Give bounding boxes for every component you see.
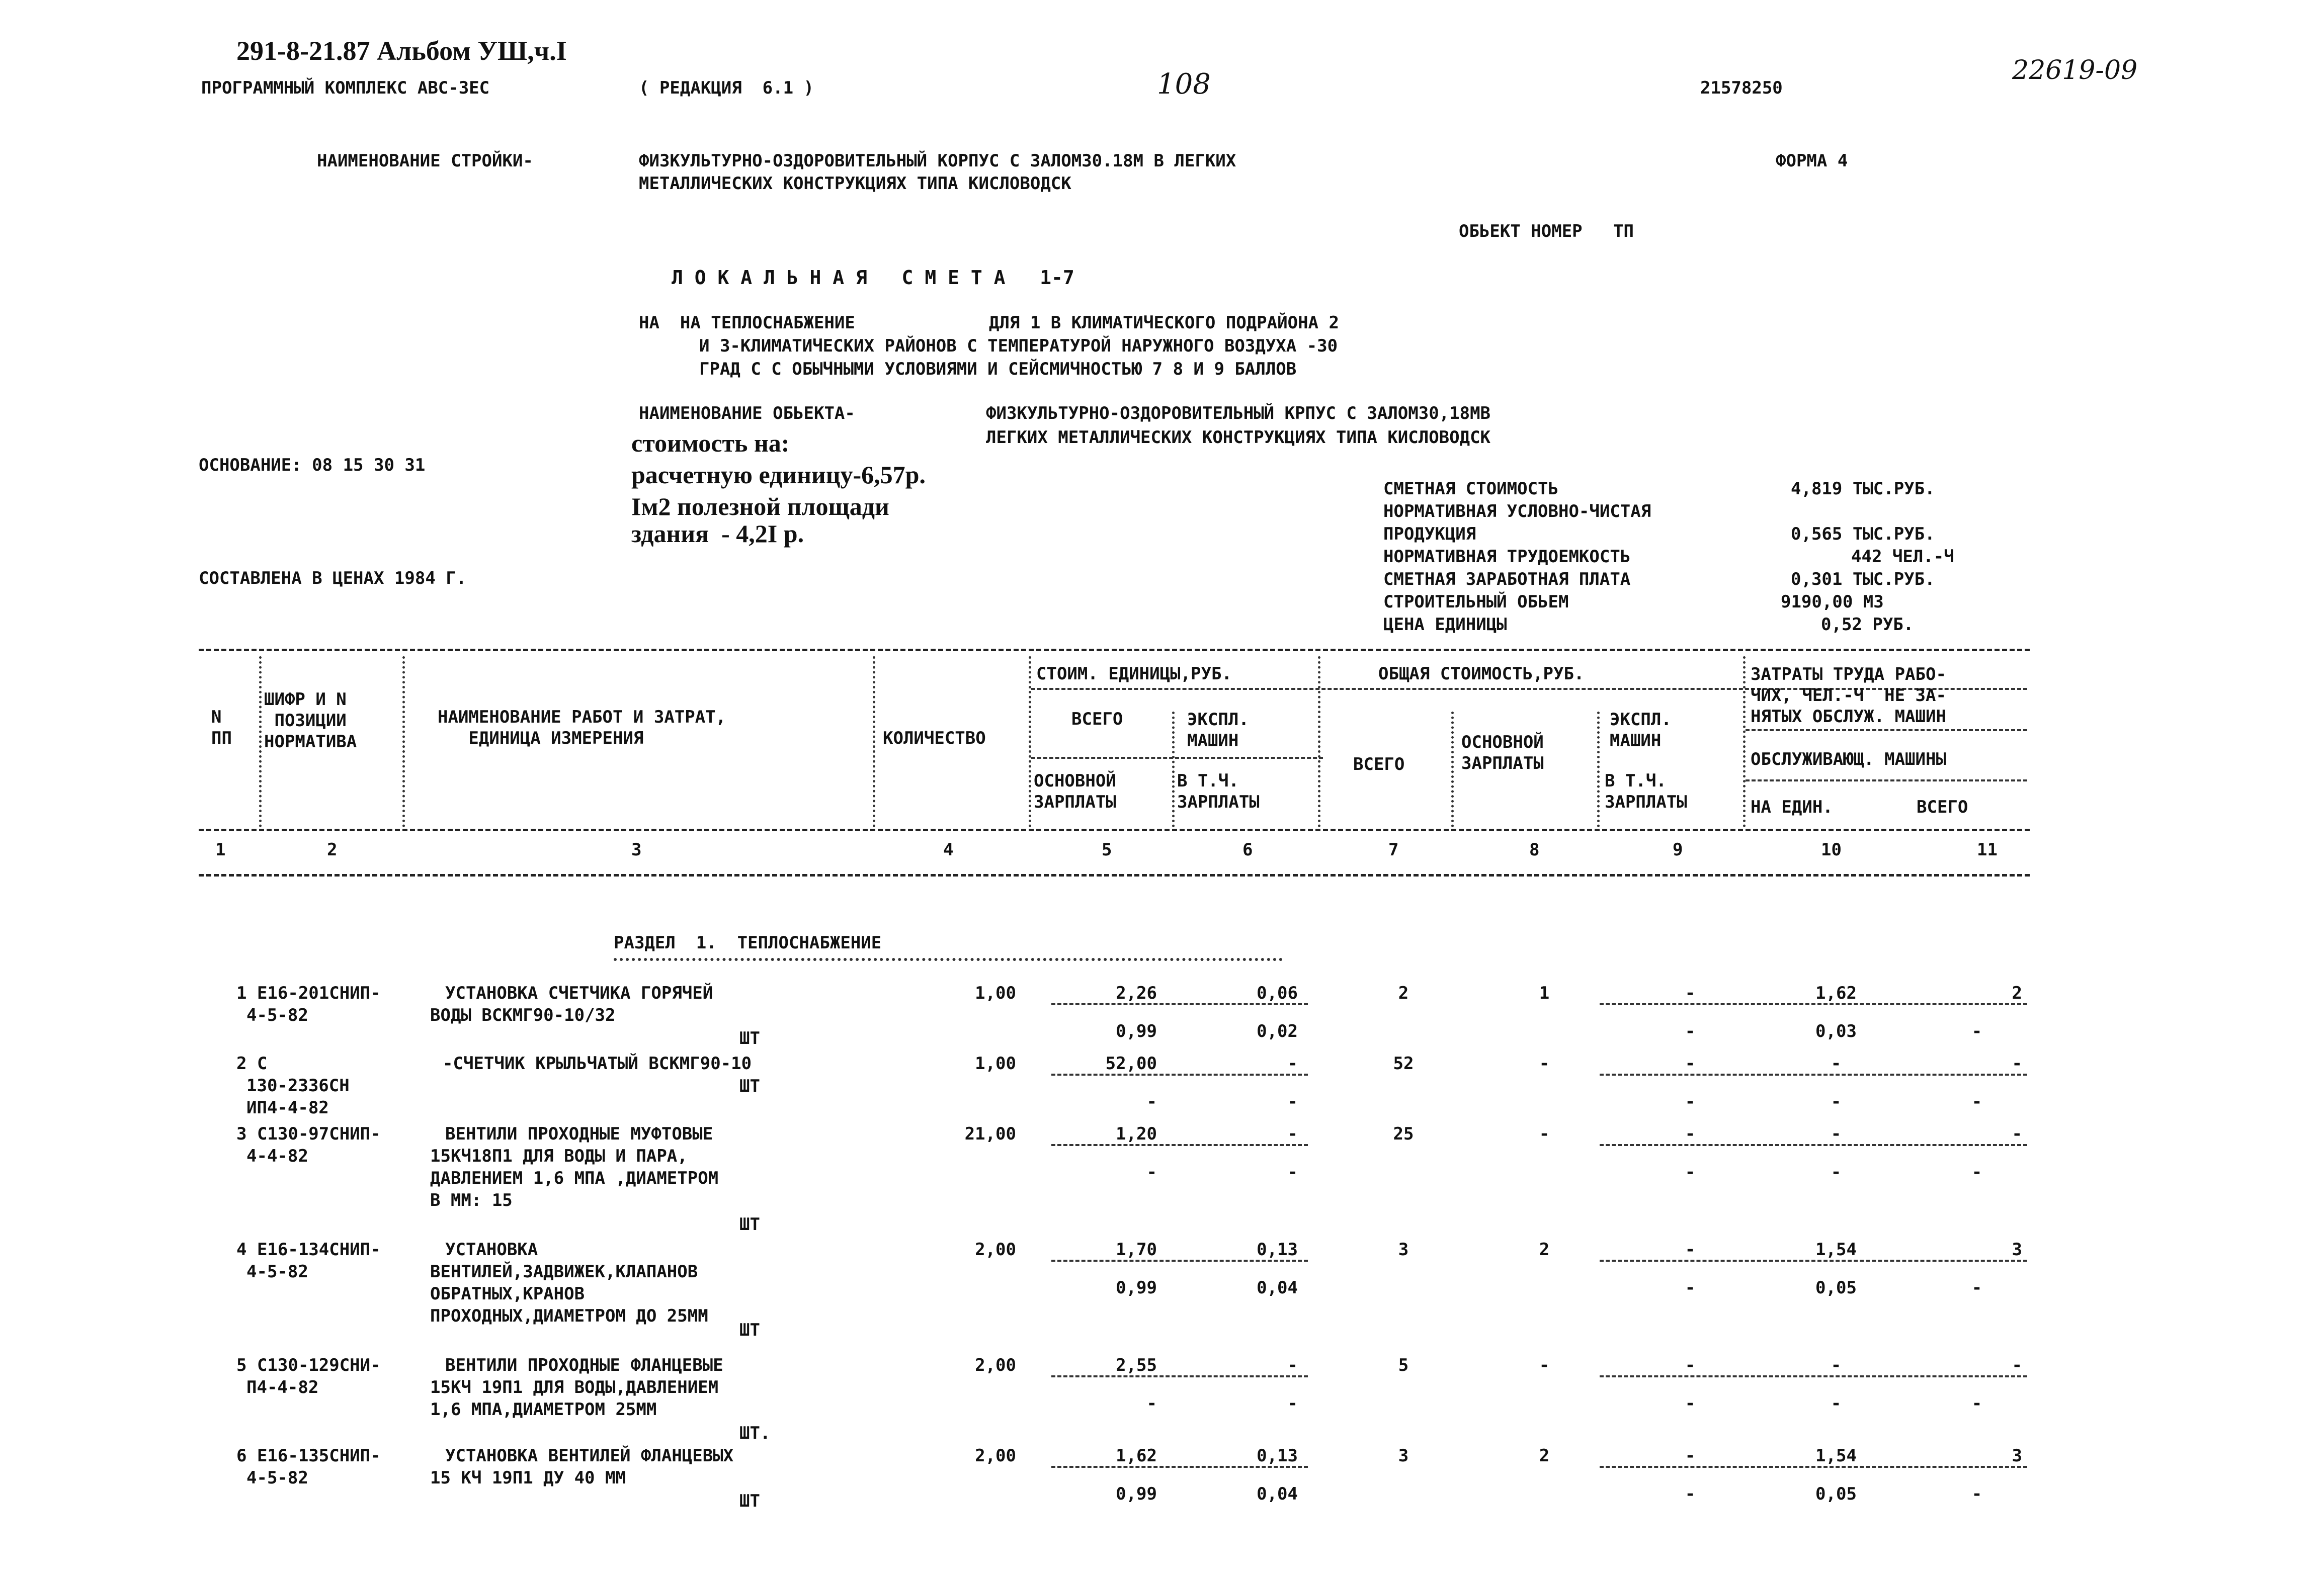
row-unit-machine-wage: - <box>1287 1393 1298 1414</box>
column-separator <box>402 656 405 827</box>
summary-value: 0,301 ТЫС.РУБ. <box>1791 569 1935 589</box>
row-labor-unit: - <box>1831 1054 1842 1074</box>
row-quantity: 1,00 <box>975 1054 1016 1074</box>
row-unit-machines: 0,06 <box>1257 983 1298 1003</box>
row-unit-total: 2,55 <box>1116 1355 1157 1375</box>
row-name-line: УСТАНОВКА СЧЕТЧИКА ГОРЯЧЕЙ <box>445 983 713 1003</box>
row-labor-total-machines: - <box>1971 1021 1982 1041</box>
row-unit-machines: - <box>1287 1124 1298 1144</box>
header-total-all: ВСЕГО <box>1353 754 1405 774</box>
summary-label: НОРМАТИВНАЯ УСЛОВНО-ЧИСТАЯ <box>1383 501 1651 521</box>
row-labor-total: - <box>2012 1124 2022 1144</box>
row-name-line: В ММ: 15 <box>430 1190 513 1210</box>
form-number: ФОРМА 4 <box>1776 151 1848 171</box>
row-unit-wage: 0,99 <box>1116 1021 1157 1041</box>
column-number: 7 <box>1388 840 1399 860</box>
header-sub-rule <box>1746 729 2027 731</box>
estimate-for-line2: И 3-КЛИМАТИЧЕСКИХ РАЙОНОВ С ТЕМПЕРАТУРОЙ НАРУЖНОГО ВОЗДУХА -30 <box>699 336 1338 356</box>
row-sub-rule <box>1051 1375 1308 1377</box>
summary-label: НОРМАТИВНАЯ ТРУДОЕМКОСТЬ <box>1383 547 1631 567</box>
header-labor-total: ВСЕГО <box>1917 797 1968 817</box>
summary-value: 442 ЧЕЛ.-Ч <box>1851 547 1954 567</box>
row-name-line: УСТАНОВКА ВЕНТИЛЕЙ ФЛАНЦЕВЫХ <box>445 1446 734 1466</box>
header-sub-rule <box>1031 757 1323 759</box>
row-total-machines: - <box>1685 1054 1696 1074</box>
row-code: ИП4-4-82 <box>246 1098 329 1118</box>
column-separator <box>1451 712 1454 827</box>
row-unit-total: 1,70 <box>1116 1240 1157 1260</box>
row-unit-machine-wage: - <box>1287 1162 1298 1182</box>
estimate-for-line3: ГРАД С С ОБЫЧНЫМИ УСЛОВИЯМИ И СЕЙСМИЧНОСТЬЮ 7 8 И 9 БАЛЛОВ <box>699 359 1297 379</box>
object-name-line1: ФИЗКУЛЬТУРНО-ОЗДОРОВИТЕЛЬНЫЙ КРПУС С ЗАЛОМ30,18МВ <box>986 403 1491 423</box>
row-total-machine-wage: - <box>1685 1021 1696 1041</box>
header-col-code: ШИФР И N ПОЗИЦИИ НОРМАТИВА <box>264 689 357 752</box>
row-unit-machines: 0,13 <box>1257 1446 1298 1466</box>
header-total-incl-wage: В Т.Ч. ЗАРПЛАТЫ <box>1605 771 1687 812</box>
row-total-machine-wage: - <box>1685 1278 1696 1298</box>
construction-label: НАИМЕНОВАНИЕ СТРОЙКИ- <box>317 151 533 171</box>
row-total-machine-wage: - <box>1685 1162 1696 1182</box>
row-unit-total: 1,62 <box>1116 1446 1157 1466</box>
header-col-quantity: КОЛИЧЕСТВО <box>883 728 986 748</box>
row-labor-unit-machines: 0,05 <box>1815 1278 1857 1298</box>
row-unit-total: 2,26 <box>1116 983 1157 1003</box>
header-col-name: НАИМЕНОВАНИЕ РАБОТ И ЗАТРАТ, ЕДИНИЦА ИЗМЕРЕНИЯ <box>438 707 726 748</box>
row-total-machine-wage: - <box>1685 1484 1696 1504</box>
summary-value: 0,565 ТЫС.РУБ. <box>1791 524 1935 544</box>
row-unit-machine-wage: 0,04 <box>1257 1278 1298 1298</box>
header-unit-wage: ОСНОВНОЙ ЗАРПЛАТЫ <box>1034 771 1116 812</box>
row-total-wage: - <box>1539 1124 1550 1144</box>
row-name-line: 15КЧ18П1 ДЛЯ ВОДЫ И ПАРА, <box>430 1146 688 1166</box>
row-labor-unit-machines: - <box>1831 1092 1842 1112</box>
row-labor-total: 2 <box>2012 983 2022 1003</box>
column-number: 5 <box>1102 840 1112 860</box>
row-unit-wage: 0,99 <box>1116 1484 1157 1504</box>
document-code: 21578250 <box>1700 78 1783 98</box>
row-quantity: 2,00 <box>975 1446 1016 1466</box>
row-total-machines: - <box>1685 983 1696 1003</box>
row-labor-unit: - <box>1831 1124 1842 1144</box>
row-name-line: ОБРАТНЫХ,КРАНОВ <box>430 1284 585 1304</box>
typed-cost-line2: расчетную единицу-6,57р. <box>631 461 926 489</box>
row-total-machines: - <box>1685 1240 1696 1260</box>
row-total: 5 <box>1398 1355 1409 1375</box>
program-name: ПРОГРАММНЫЙ КОМПЛЕКС АВС-3ЕС <box>201 78 490 98</box>
row-labor-unit-machines: - <box>1831 1162 1842 1182</box>
handwritten-reference: 22619-09 <box>2012 55 2138 85</box>
object-name-line2: ЛЕГКИХ МЕТАЛЛИЧЕСКИХ КОНСТРУКЦИЯХ ТИПА КИСЛОВОДСК <box>986 427 1491 448</box>
typed-cost-line4: здания - 4,2I р. <box>631 519 804 548</box>
estimate-for-line1: НА НА ТЕПЛОСНАБЖЕНИЕ ДЛЯ 1 В КЛИМАТИЧЕСКОГО ПОДРАЙОНА 2 <box>639 313 1339 333</box>
summary-label: СТРОИТЕЛЬНЫЙ ОБЬЕМ <box>1383 592 1569 612</box>
price-base: СОСТАВЛЕНА В ЦЕНАХ 1984 Г. <box>199 568 467 588</box>
column-separator <box>259 656 262 827</box>
column-number: 9 <box>1673 840 1683 860</box>
row-name-line: ВОДЫ ВСКМГ90-10/32 <box>430 1005 616 1025</box>
column-number: 3 <box>631 840 642 860</box>
construction-name-line2: МЕТАЛЛИЧЕСКИХ КОНСТРУКЦИЯХ ТИПА КИСЛОВОДСК <box>639 173 1071 194</box>
header-unit-total: ВСЕГО <box>1071 709 1123 729</box>
row-code: 130-2336СН <box>246 1076 350 1096</box>
row-name-line: 1,6 МПА,ДИАМЕТРОМ 25ММ <box>430 1399 657 1420</box>
row-total-machines: - <box>1685 1446 1696 1466</box>
row-total-wage: 2 <box>1539 1446 1550 1466</box>
construction-name-line1: ФИЗКУЛЬТУРНО-ОЗДОРОВИТЕЛЬНЫЙ КОРПУС С ЗАЛОМ30.18М В ЛЕГКИХ <box>639 151 1236 171</box>
column-number: 1 <box>215 840 226 860</box>
header-total-cost-group: ОБЩАЯ СТОИМОСТЬ,РУБ. <box>1378 664 1585 684</box>
row-unit-machines: - <box>1287 1054 1298 1074</box>
edition: ( РЕДАКЦИЯ 6.1 ) <box>639 78 814 98</box>
row-unit-machine-wage: - <box>1287 1092 1298 1112</box>
row-unit-machines: 0,13 <box>1257 1240 1298 1260</box>
row-labor-total: - <box>2012 1054 2022 1074</box>
basis: ОСНОВАНИЕ: 08 15 30 31 <box>199 455 426 475</box>
row-code: 4-5-82 <box>246 1005 308 1025</box>
row-total-machine-wage: - <box>1685 1092 1696 1112</box>
header-unit-incl-wage: В Т.Ч. ЗАРПЛАТЫ <box>1177 771 1260 812</box>
row-total-wage: 2 <box>1539 1240 1550 1260</box>
row-unit-wage: - <box>1146 1162 1157 1182</box>
album-reference: 291-8-21.87 Альбом УШ,ч.I <box>236 36 567 66</box>
row-name-line: 15 КЧ 19П1 ДУ 40 ММ <box>430 1468 626 1488</box>
row-code: 2 С <box>236 1054 268 1074</box>
row-unit-wage: - <box>1146 1092 1157 1112</box>
column-number: 8 <box>1529 840 1540 860</box>
typed-cost-line3: Iм2 полезной площади <box>631 492 889 520</box>
object-label: НАИМЕНОВАНИЕ ОБЬЕКТА- <box>639 403 855 423</box>
row-unit: ШТ <box>739 1076 760 1096</box>
row-name-line: ВЕНТИЛИ ПРОХОДНЫЕ ФЛАНЦЕВЫЕ <box>445 1355 723 1375</box>
column-number: 10 <box>1821 840 1842 860</box>
row-name-line: ВЕНТИЛЕЙ,ЗАДВИЖЕК,КЛАПАНОВ <box>430 1262 698 1282</box>
row-name-line: УСТАНОВКА <box>445 1240 538 1260</box>
row-labor-unit-machines: 0,05 <box>1815 1484 1857 1504</box>
column-separator <box>1172 712 1175 827</box>
typed-cost-line1: стоимость на: <box>631 429 790 457</box>
row-sub-rule <box>1600 1144 2027 1146</box>
row-labor-total: 3 <box>2012 1240 2022 1260</box>
row-total: 3 <box>1398 1446 1409 1466</box>
column-number: 4 <box>943 840 954 860</box>
row-labor-total-machines: - <box>1971 1162 1982 1182</box>
row-name-line: ПРОХОДНЫХ,ДИАМЕТРОМ ДО 25ММ <box>430 1306 708 1326</box>
header-labor-unit: НА ЕДИН. <box>1751 797 1833 817</box>
row-unit: ШТ <box>739 1320 760 1340</box>
row-unit: ШТ <box>739 1028 760 1048</box>
summary-value: 0,52 РУБ. <box>1821 615 1914 635</box>
header-unit-machines: ЭКСПЛ. МАШИН <box>1187 710 1249 751</box>
row-labor-unit: 1,62 <box>1815 983 1857 1003</box>
page-number: 108 <box>1157 68 1211 101</box>
column-separator <box>1743 656 1746 827</box>
row-labor-total-machines: - <box>1971 1393 1982 1414</box>
row-code: П4-4-82 <box>246 1377 319 1397</box>
row-code: 4-4-82 <box>246 1146 308 1166</box>
row-total-wage: - <box>1539 1355 1550 1375</box>
summary-label: СМЕТНАЯ СТОИМОСТЬ <box>1383 479 1558 499</box>
row-name-line: ВЕНТИЛИ ПРОХОДНЫЕ МУФТОВЫЕ <box>445 1124 713 1144</box>
row-code: 3 С130-97СНИП- <box>236 1124 381 1144</box>
row-labor-total: 3 <box>2012 1446 2022 1466</box>
summary-label: ЦЕНА ЕДИНИЦЫ <box>1383 615 1507 635</box>
table-top-rule <box>199 649 2030 651</box>
row-total: 25 <box>1393 1124 1414 1144</box>
row-total-machines: - <box>1685 1355 1696 1375</box>
row-labor-unit-machines: - <box>1831 1393 1842 1414</box>
header-sub-rule <box>1746 779 2027 781</box>
row-unit-total: 1,20 <box>1116 1124 1157 1144</box>
header-labor-sub: ОБСЛУЖИВАЮЩ. МАШИНЫ <box>1751 749 1946 769</box>
row-code: 6 Е16-135СНИП- <box>236 1446 381 1466</box>
row-sub-rule <box>1600 1003 2027 1005</box>
row-quantity: 2,00 <box>975 1240 1016 1260</box>
row-unit: ШТ <box>739 1491 760 1511</box>
column-separator <box>873 656 875 827</box>
row-sub-rule <box>1600 1074 2027 1076</box>
summary-label: ПРОДУКЦИЯ <box>1383 524 1476 544</box>
row-total-machine-wage: - <box>1685 1393 1696 1414</box>
row-total-wage: - <box>1539 1054 1550 1074</box>
row-sub-rule <box>1051 1260 1308 1262</box>
row-labor-unit-machines: 0,03 <box>1815 1021 1857 1041</box>
row-name-line: -СЧЕТЧИК КРЫЛЬЧАТЫЙ ВСКМГ90-10 <box>443 1054 752 1074</box>
summary-label: СМЕТНАЯ ЗАРАБОТНАЯ ПЛАТА <box>1383 569 1631 589</box>
column-number: 6 <box>1242 840 1253 860</box>
row-quantity: 2,00 <box>975 1355 1016 1375</box>
row-total-wage: 1 <box>1539 983 1550 1003</box>
row-unit-machine-wage: 0,02 <box>1257 1021 1298 1041</box>
section-underline <box>614 958 1283 961</box>
row-labor-total-machines: - <box>1971 1092 1982 1112</box>
row-sub-rule <box>1051 1466 1308 1468</box>
estimate-title: Л О К А Л Ь Н А Я С М Е Т А 1-7 <box>672 267 1074 289</box>
header-bottom-rule <box>199 874 2030 877</box>
row-sub-rule <box>1051 1003 1308 1005</box>
summary-value: 4,819 ТЫС.РУБ. <box>1791 479 1935 499</box>
row-unit-wage: 0,99 <box>1116 1278 1157 1298</box>
row-name-line: ДАВЛЕНИЕМ 1,6 МПА ,ДИАМЕТРОМ <box>430 1168 719 1188</box>
row-labor-total-machines: - <box>1971 1278 1982 1298</box>
row-quantity: 1,00 <box>975 983 1016 1003</box>
row-unit-wage: - <box>1146 1393 1157 1414</box>
column-separator <box>1597 712 1600 827</box>
row-unit: ШТ. <box>739 1423 771 1443</box>
row-total: 52 <box>1393 1054 1414 1074</box>
row-sub-rule <box>1051 1144 1308 1146</box>
row-sub-rule <box>1600 1466 2027 1468</box>
header-total-machines: ЭКСПЛ. МАШИН <box>1610 710 1672 751</box>
object-number: ОБЬЕКТ НОМЕР ТП <box>1459 221 1634 241</box>
row-code: 5 С130-129СНИ- <box>236 1355 381 1375</box>
column-number: 11 <box>1977 840 1998 860</box>
summary-value: 9190,00 М3 <box>1781 592 1884 612</box>
header-unit-cost-group: СТОИМ. ЕДИНИЦЫ,РУБ. <box>1036 664 1232 684</box>
row-quantity: 21,00 <box>964 1124 1016 1144</box>
row-sub-rule <box>1051 1074 1308 1076</box>
row-labor-unit: - <box>1831 1355 1842 1375</box>
row-total: 2 <box>1398 983 1409 1003</box>
row-labor-unit: 1,54 <box>1815 1446 1857 1466</box>
row-total: 3 <box>1398 1240 1409 1260</box>
column-separator <box>1318 656 1320 827</box>
row-unit: ШТ <box>739 1214 760 1235</box>
row-total-machines: - <box>1685 1124 1696 1144</box>
row-name-line: 15КЧ 19П1 ДЛЯ ВОДЫ,ДАВЛЕНИЕМ <box>430 1377 719 1397</box>
row-labor-total-machines: - <box>1971 1484 1982 1504</box>
column-separator <box>1029 656 1031 827</box>
section-title: РАЗДЕЛ 1. ТЕПЛОСНАБЖЕНИЕ <box>614 933 882 953</box>
row-labor-total: - <box>2012 1355 2022 1375</box>
row-unit-total: 52,00 <box>1105 1054 1157 1074</box>
row-labor-unit: 1,54 <box>1815 1240 1857 1260</box>
header-col-number: N ПП <box>211 707 232 748</box>
row-unit-machine-wage: 0,04 <box>1257 1484 1298 1504</box>
header-total-wage: ОСНОВНОЙ ЗАРПЛАТЫ <box>1461 732 1544 773</box>
row-code: 4 Е16-134СНИП- <box>236 1240 381 1260</box>
column-number: 2 <box>327 840 338 860</box>
row-code: 1 Е16-201СНИП- <box>236 983 381 1003</box>
row-sub-rule <box>1600 1260 2027 1262</box>
header-labor-group: ЗАТРАТЫ ТРУДА РАБО- ЧИХ, ЧЕЛ.-Ч НЕ ЗА- НЯТЫХ ОБСЛУЖ. МАШИН <box>1751 664 1946 727</box>
row-code: 4-5-82 <box>246 1468 308 1488</box>
header-mid-rule <box>199 829 2030 831</box>
row-sub-rule <box>1600 1375 2027 1377</box>
row-code: 4-5-82 <box>246 1262 308 1282</box>
row-unit-machines: - <box>1287 1355 1298 1375</box>
